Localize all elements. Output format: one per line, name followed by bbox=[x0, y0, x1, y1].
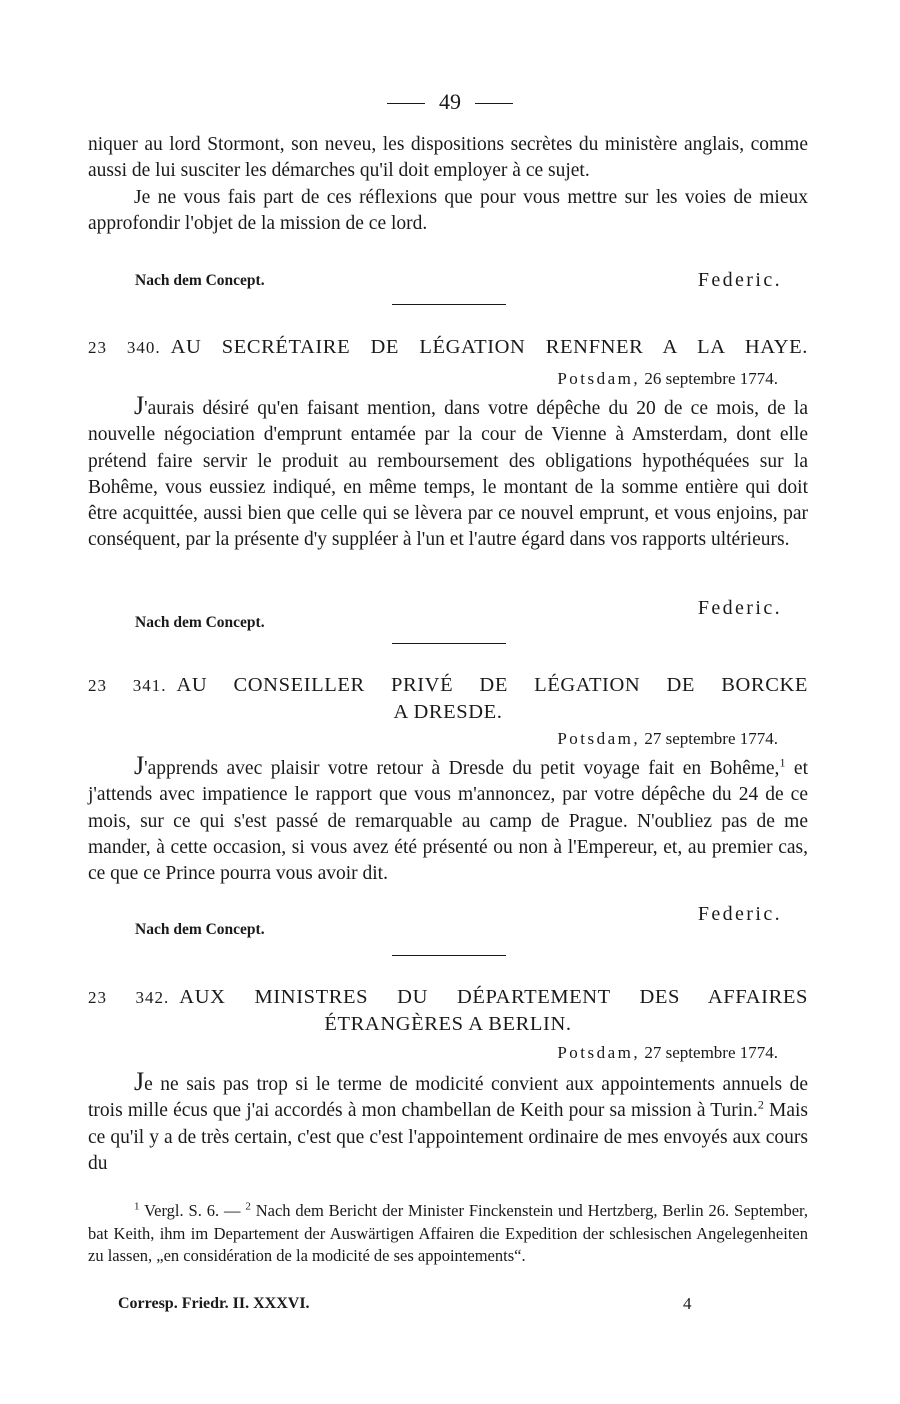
letter-23340-number: 23 340. bbox=[88, 338, 161, 357]
letter-23341-source: Nach dem Concept. bbox=[135, 921, 265, 938]
letter-23341-text-a: 'apprends avec plaisir votre retour à Dresde du petit voyage fait en Bohême, bbox=[144, 758, 780, 779]
letter-23340-heading-line bbox=[88, 334, 808, 361]
letter-23341-signature: Federic. bbox=[697, 903, 782, 925]
letter-23340-body bbox=[88, 391, 808, 554]
opening-source: Nach dem Concept. bbox=[135, 272, 265, 289]
letter-23340-title: AU SECRÉTAIRE DE LÉGATION RENFNER A LA HAYE. bbox=[170, 336, 808, 358]
letter-23340-date: 26 septembre 1774. bbox=[644, 369, 778, 388]
opening-paragraph-1: niquer au lord Stormont, son neveu, les dispositions secrètes du ministère anglais, comme aussi de lui susciter les démarches qu'il doit employer à ce sujet. bbox=[88, 134, 808, 182]
letter-23340-place: Potsdam, bbox=[557, 369, 641, 388]
letter-23341-number: 23 341. bbox=[88, 676, 167, 695]
page-number bbox=[0, 88, 900, 116]
letter-23341-dropcap: J bbox=[134, 751, 145, 780]
letter-23342-text-a: e ne sais pas trop si le terme de modicité convient aux appointements annuels de trois mille écus que j'ai accordés à mon chambellan de Keith pour sa mission à Turin. bbox=[88, 1074, 808, 1122]
letter-23341-date: 27 septembre 1774. bbox=[644, 729, 778, 748]
section-divider-3 bbox=[392, 955, 506, 956]
letter-23341-text-b: et j'attends avec impatience le rapport que vous m'annoncez, par votre dépêche du 24 de ce mois, sur ce qui s'est passé de remarquable au camp de Prague. N'oubliez pas de me mander, à cette occasion, si vous avez été présenté ou non à l'Empereur, et, au premier cas, ce que ce Prince pourra vous avoir dit. bbox=[88, 758, 808, 885]
letter-23341-heading-line2: A DRESDE. bbox=[393, 701, 503, 723]
section-divider-2 bbox=[392, 643, 506, 644]
letter-23342-number: 23 342. bbox=[88, 988, 170, 1007]
footnote-1-text: Vergl. S. 6. — bbox=[139, 1201, 246, 1220]
letter-23341-dateline bbox=[557, 728, 778, 750]
letter-23340-text: 'aurais désiré qu'en faisant mention, dans votre dépêche du 20 de ce mois, de la nouvelle négociation d'emprunt entamée par la cour de Vienne à Amsterdam, dont elle prétend faire servir le produit au remboursement des obligations hypothéquées sur la Bohême, vous eussiez indiqué, en même temps, le montant de la somme entière qui doit être acquittée, aussi bien que celle qui se lèvera par ce nouvel emprunt, et vous enjoins, par conséquent, par la présente d'y suppléer à l'un et l'autre égard dans vos rapports ultérieurs. bbox=[88, 398, 808, 551]
letter-23341-heading-line1 bbox=[88, 672, 808, 699]
opening-text bbox=[88, 132, 808, 237]
footnote-1-mark: 1 bbox=[134, 1200, 140, 1213]
letter-23342-heading bbox=[88, 984, 808, 1038]
letter-23341-title: AU CONSEILLER PRIVÉ DE LÉGATION DE BORCKE bbox=[176, 674, 808, 696]
footnote-2-mark: 2 bbox=[245, 1200, 251, 1213]
footnote-ref-1[interactable]: 1 bbox=[779, 755, 786, 770]
letter-23340-heading bbox=[88, 334, 808, 361]
letter-23340-source: Nach dem Concept. bbox=[135, 614, 265, 631]
letter-23340-dropcap: J bbox=[134, 391, 145, 420]
signature-line-corresp: Corresp. Friedr. II. XXXVI. bbox=[118, 1295, 310, 1312]
page-number-dash-left bbox=[387, 103, 425, 104]
letter-23342-dropcap: J bbox=[134, 1067, 145, 1096]
letter-23341-body bbox=[88, 751, 808, 887]
letter-23342-place: Potsdam, bbox=[557, 1043, 641, 1062]
letter-23341-heading bbox=[88, 672, 808, 726]
letter-23342-heading-line2: ÉTRANGÈRES A BERLIN. bbox=[324, 1013, 572, 1035]
footnote-2-text: Nach dem Bericht der Minister Finckenstein und Hertzberg, Berlin 26. September, bat Keith, ihm im Departement der Auswärtigen Affairen die Expedition der schlesischen Angelegenheiten zu lassen, „en considération de la modicité de ses appointements“. bbox=[88, 1201, 808, 1265]
letter-23340-dateline bbox=[557, 368, 778, 390]
footnote-ref-2[interactable]: 2 bbox=[757, 1097, 764, 1112]
letter-23342-text-b: Mais ce qu'il y a de très certain, c'est que c'est l'appointement ordinaire de mes envoyés aux cours du bbox=[88, 1100, 808, 1174]
letter-23342-heading-line1 bbox=[88, 984, 808, 1011]
opening-paragraph-2: Je ne vous fais part de ces réflexions que pour vous mettre sur les voies de mieux approfondir l'objet de la mission de ce lord. bbox=[88, 186, 808, 234]
letter-23340-signature: Federic. bbox=[697, 597, 782, 619]
signature-mark: 4 bbox=[683, 1294, 692, 1313]
letter-23342-title: AUX MINISTRES DU DÉPARTEMENT DES AFFAIRES bbox=[179, 986, 808, 1008]
footnotes bbox=[88, 1200, 808, 1268]
footnote-paragraph bbox=[88, 1200, 808, 1268]
opening-signature: Federic. bbox=[697, 269, 782, 291]
letter-23341-place: Potsdam, bbox=[557, 729, 641, 748]
page-number-dash-right bbox=[475, 103, 513, 104]
letter-23342-dateline bbox=[557, 1042, 778, 1064]
section-divider-1 bbox=[392, 304, 506, 305]
page-number-text: 49 bbox=[439, 89, 461, 114]
letter-23342-date: 27 septembre 1774. bbox=[644, 1043, 778, 1062]
letter-23342-body bbox=[88, 1067, 808, 1177]
